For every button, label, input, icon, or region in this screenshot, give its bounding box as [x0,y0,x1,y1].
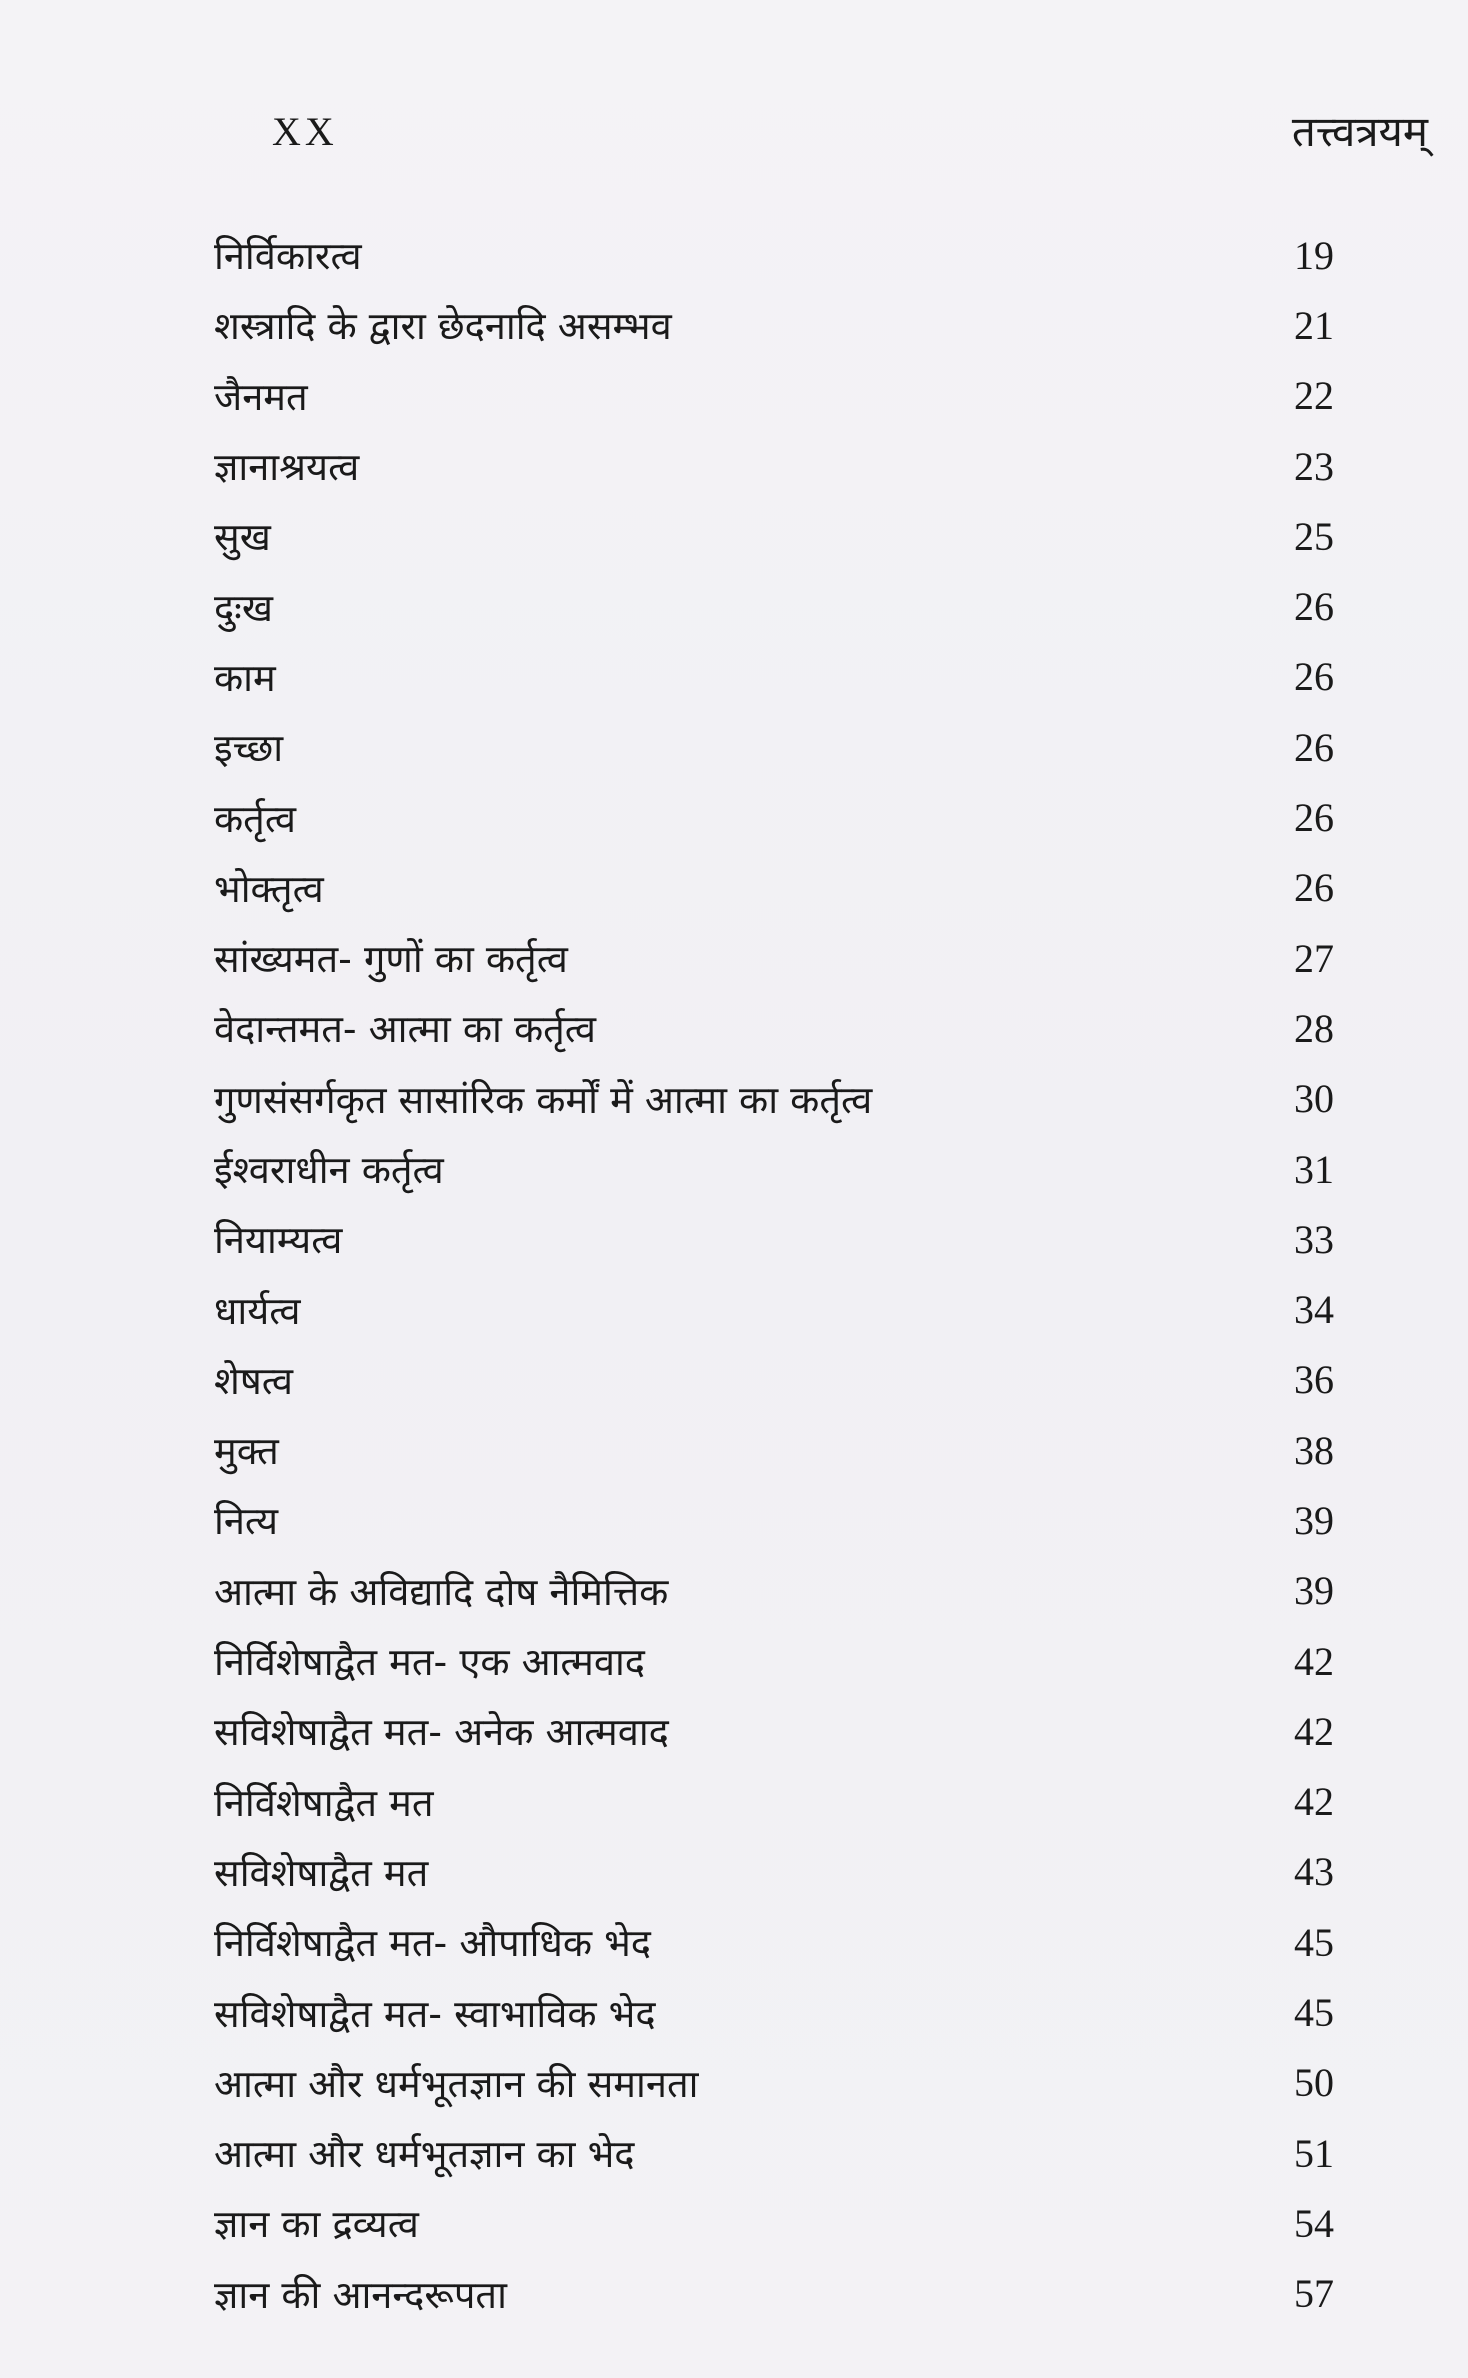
toc-entry [214,1767,1334,1837]
toc-entry [214,1696,1334,1766]
toc-entry [214,501,1334,571]
toc-entry-page-number: 57 [1294,2271,1334,2317]
toc-entry [214,923,1334,993]
toc-entry [214,2118,1334,2188]
toc-entry-title: ज्ञानाश्रयत्व [214,445,360,490]
toc-entry-page-number: 51 [1294,2130,1334,2176]
toc-entry [214,1345,1334,1415]
toc-entry-title: धार्यत्व [214,1288,301,1333]
toc-entry-title: कर्तृत्व [214,796,297,841]
toc-entry [214,1204,1334,1274]
toc-entry-page-number: 33 [1294,1216,1334,1262]
toc-entry-page-number: 38 [1294,1427,1334,1473]
toc-entry-page-number: 25 [1294,513,1334,559]
toc-entry [214,220,1334,290]
toc-entry [214,431,1334,501]
toc-entry-title: गुणसंसर्गकृत सासांरिक कर्मों में आत्मा का कर्तृत्व [214,1077,873,1122]
toc-entry [214,2259,1334,2329]
toc-entry-page-number: 28 [1294,1005,1334,1051]
toc-entry-page-number: 26 [1294,724,1334,770]
toc-entry-title: ज्ञान का द्रव्यत्व [214,2202,419,2247]
toc-entry-page-number: 39 [1294,1568,1334,1614]
toc-entry-title: इच्छा [214,726,284,771]
toc-entry-title: नित्य [214,1499,278,1544]
toc-entry-title: नियाम्यत्व [214,1218,343,1263]
toc-entry-page-number: 54 [1294,2200,1334,2246]
toc-entry-page-number: 22 [1294,373,1334,419]
toc-entry-title: भोक्तृत्व [214,866,324,911]
toc-entry-title: सविशेषाद्वैत मत- अनेक आत्मवाद [214,1710,669,1755]
toc-entry-title: निर्विशेषाद्वैत मत- औपाधिक भेद [214,1921,651,1966]
toc-entry [214,853,1334,923]
toc-entry-title: वेदान्तमत- आत्मा का कर्तृत्व [214,1007,596,1052]
toc-entry-title: मुक्त [214,1429,279,1474]
toc-entry [214,642,1334,712]
toc-entry-title: सविशेषाद्वैत मत [214,1850,429,1895]
toc-entry-title: दुःख [214,585,273,630]
toc-entry-page-number: 42 [1294,1708,1334,1754]
table-of-contents [214,220,1334,2329]
toc-entry-title: निर्विकारत्व [214,234,362,279]
toc-entry-title: आत्मा और धर्मभूतज्ञान का भेद [214,2132,635,2177]
toc-entry [214,571,1334,641]
toc-entry-title: सुख [214,515,271,560]
toc-entry-page-number: 23 [1294,443,1334,489]
toc-entry [214,782,1334,852]
toc-entry-page-number: 30 [1294,1076,1334,1122]
toc-entry-page-number: 45 [1294,1990,1334,2036]
toc-entry-title: शस्त्रादि के द्वारा छेदनादि असम्भव [214,304,672,349]
toc-entry-title: सविशेषाद्वैत मत- स्वाभाविक भेद [214,1991,656,2036]
toc-entry-page-number: 27 [1294,935,1334,981]
toc-entry [214,1134,1334,1204]
toc-entry-page-number: 42 [1294,1779,1334,1825]
toc-entry-page-number: 50 [1294,2060,1334,2106]
toc-entry-page-number: 21 [1294,302,1334,348]
toc-entry [214,290,1334,360]
toc-entry-title: जैनमत [214,374,308,419]
toc-entry-page-number: 34 [1294,1287,1334,1333]
toc-entry-title: निर्विशेषाद्वैत मत [214,1780,434,1825]
toc-entry [214,361,1334,431]
toc-entry-title: काम [214,655,276,700]
toc-entry [214,1274,1334,1344]
toc-entry-title: ईश्वराधीन कर्तृत्व [214,1148,444,1192]
toc-entry-title: निर्विशेषाद्वैत मत- एक आत्मवाद [214,1640,645,1685]
toc-entry [214,1415,1334,1485]
toc-entry-title: सांख्यमत- गुणों का कर्तृत्व [214,937,568,982]
toc-entry-page-number: 42 [1294,1638,1334,1684]
page-number-header: XX [272,109,338,154]
toc-entry [214,1837,1334,1907]
toc-entry-title: शेषत्व [214,1358,294,1403]
toc-entry-page-number: 39 [1294,1497,1334,1543]
toc-entry [214,993,1334,1063]
toc-entry-page-number: 31 [1294,1146,1334,1192]
toc-entry-page-number: 26 [1294,584,1334,630]
toc-entry [214,1064,1334,1134]
toc-entry-page-number: 26 [1294,795,1334,841]
toc-entry [214,712,1334,782]
toc-entry-page-number: 19 [1294,232,1334,278]
toc-entry [214,2048,1334,2118]
toc-entry-page-number: 36 [1294,1357,1334,1403]
toc-entry-page-number: 26 [1294,654,1334,700]
toc-entry-page-number: 26 [1294,865,1334,911]
toc-entry [214,1485,1334,1555]
toc-entry [214,1977,1334,2047]
toc-entry-title: आत्मा और धर्मभूतज्ञान की समानता [214,2061,699,2106]
toc-entry-page-number: 45 [1294,1919,1334,1965]
toc-entry-title: ज्ञान की आनन्दरूपता [214,2272,507,2317]
toc-entry [214,1556,1334,1626]
running-title-header: तत्त्वत्रयम् [1291,107,1428,156]
toc-entry [214,1626,1334,1696]
toc-entry [214,2188,1334,2258]
toc-entry-title: आत्मा के अविद्यादि दोष नैमित्तिक [214,1569,669,1614]
toc-entry [214,1907,1334,1977]
toc-entry-page-number: 43 [1294,1849,1334,1895]
